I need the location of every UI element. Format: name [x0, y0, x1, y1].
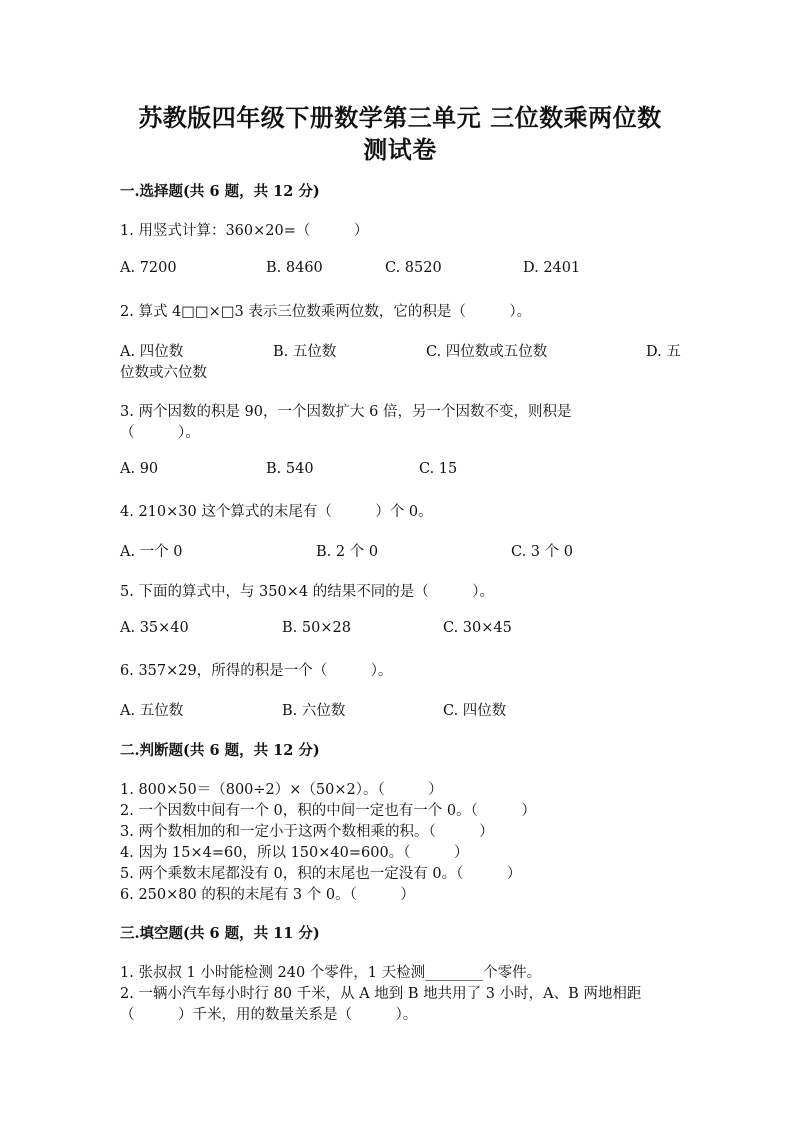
fill-item-2-continuation: （ ）千米，用的数量关系是（ ）。: [120, 1007, 418, 1023]
q5-option-b: B. 50×28: [282, 620, 351, 636]
section1-heading: 一.选择题(共 6 题，共 12 分): [120, 183, 320, 200]
q4-option-b: B. 2 个 0: [316, 544, 379, 560]
judgment-item-4: 4. 因为 15×4=60，所以 150×40=600。（ ）: [120, 845, 469, 861]
question-1: 1. 用竖式计算：360×20=（ ）: [120, 223, 369, 239]
q6-option-c: C. 四位数: [443, 703, 507, 719]
q2-option-a: A. 四位数: [120, 344, 184, 360]
judgment-item-1: 1. 800×50＝（800÷2）×（50×2）。（ ）: [120, 782, 443, 798]
fill-item-1: 1. 张叔叔 1 小时能检测 240 个零件，1 天检测________个零件。: [120, 965, 542, 981]
q1-option-b: B. 8460: [266, 260, 323, 276]
exam-title-line1: 苏教版四年级下册数学第三单元 三位数乘两位数: [138, 103, 662, 132]
q6-option-b: B. 六位数: [282, 703, 346, 719]
judgment-item-5: 5. 两个乘数末尾都没有 0，积的末尾也一定没有 0。（ ）: [120, 866, 522, 882]
exam-title-line2: 测试卷: [363, 135, 437, 164]
section3-heading: 三.填空题(共 6 题，共 11 分): [120, 925, 320, 942]
q2-option-d-continuation: 位数或六位数: [120, 365, 207, 381]
q3-option-b: B. 540: [266, 461, 314, 477]
q2-option-d: D. 五: [646, 344, 681, 360]
fill-item-2: 2. 一辆小汽车每小时行 80 千米，从 A 地到 B 地共用了 3 小时，A、B 两地相距: [120, 986, 642, 1002]
q4-option-a: A. 一个 0: [120, 544, 183, 560]
section2-heading: 二.判断题(共 6 题，共 12 分): [120, 742, 320, 759]
q4-option-c: C. 3 个 0: [511, 544, 573, 560]
judgment-item-6: 6. 250×80 的积的末尾有 3 个 0。（ ）: [120, 887, 415, 903]
q3-option-c: C. 15: [419, 461, 458, 477]
q2-option-b: B. 五位数: [273, 344, 337, 360]
question-5: 5. 下面的算式中，与 350×4 的结果不同的是（ ）。: [120, 584, 494, 600]
question-6: 6. 357×29，所得的积是一个（ ）。: [120, 663, 393, 679]
question-4: 4. 210×30 这个算式的末尾有（ ）个 0。: [120, 504, 433, 520]
question-2: 2. 算式 4□□×□3 表示三位数乘两位数，它的积是（ ）。: [120, 304, 532, 320]
q6-option-a: A. 五位数: [120, 703, 184, 719]
q5-option-a: A. 35×40: [120, 620, 189, 636]
question-3: 3. 两个因数的积是 90，一个因数扩大 6 倍，另一个因数不变，则积是: [120, 404, 572, 420]
judgment-item-3: 3. 两个数相加的和一定小于这两个数相乘的积。（ ）: [120, 824, 494, 840]
q3-option-a: A. 90: [120, 461, 159, 477]
q1-option-c: C. 8520: [385, 260, 442, 276]
q1-option-a: A. 7200: [120, 260, 177, 276]
question-3-continuation: （ ）。: [120, 425, 200, 441]
q5-option-c: C. 30×45: [443, 620, 512, 636]
q2-option-c: C. 四位数或五位数: [426, 344, 548, 360]
judgment-item-2: 2. 一个因数中间有一个 0，积的中间一定也有一个 0。（ ）: [120, 803, 536, 819]
q1-option-d: D. 2401: [523, 260, 581, 276]
